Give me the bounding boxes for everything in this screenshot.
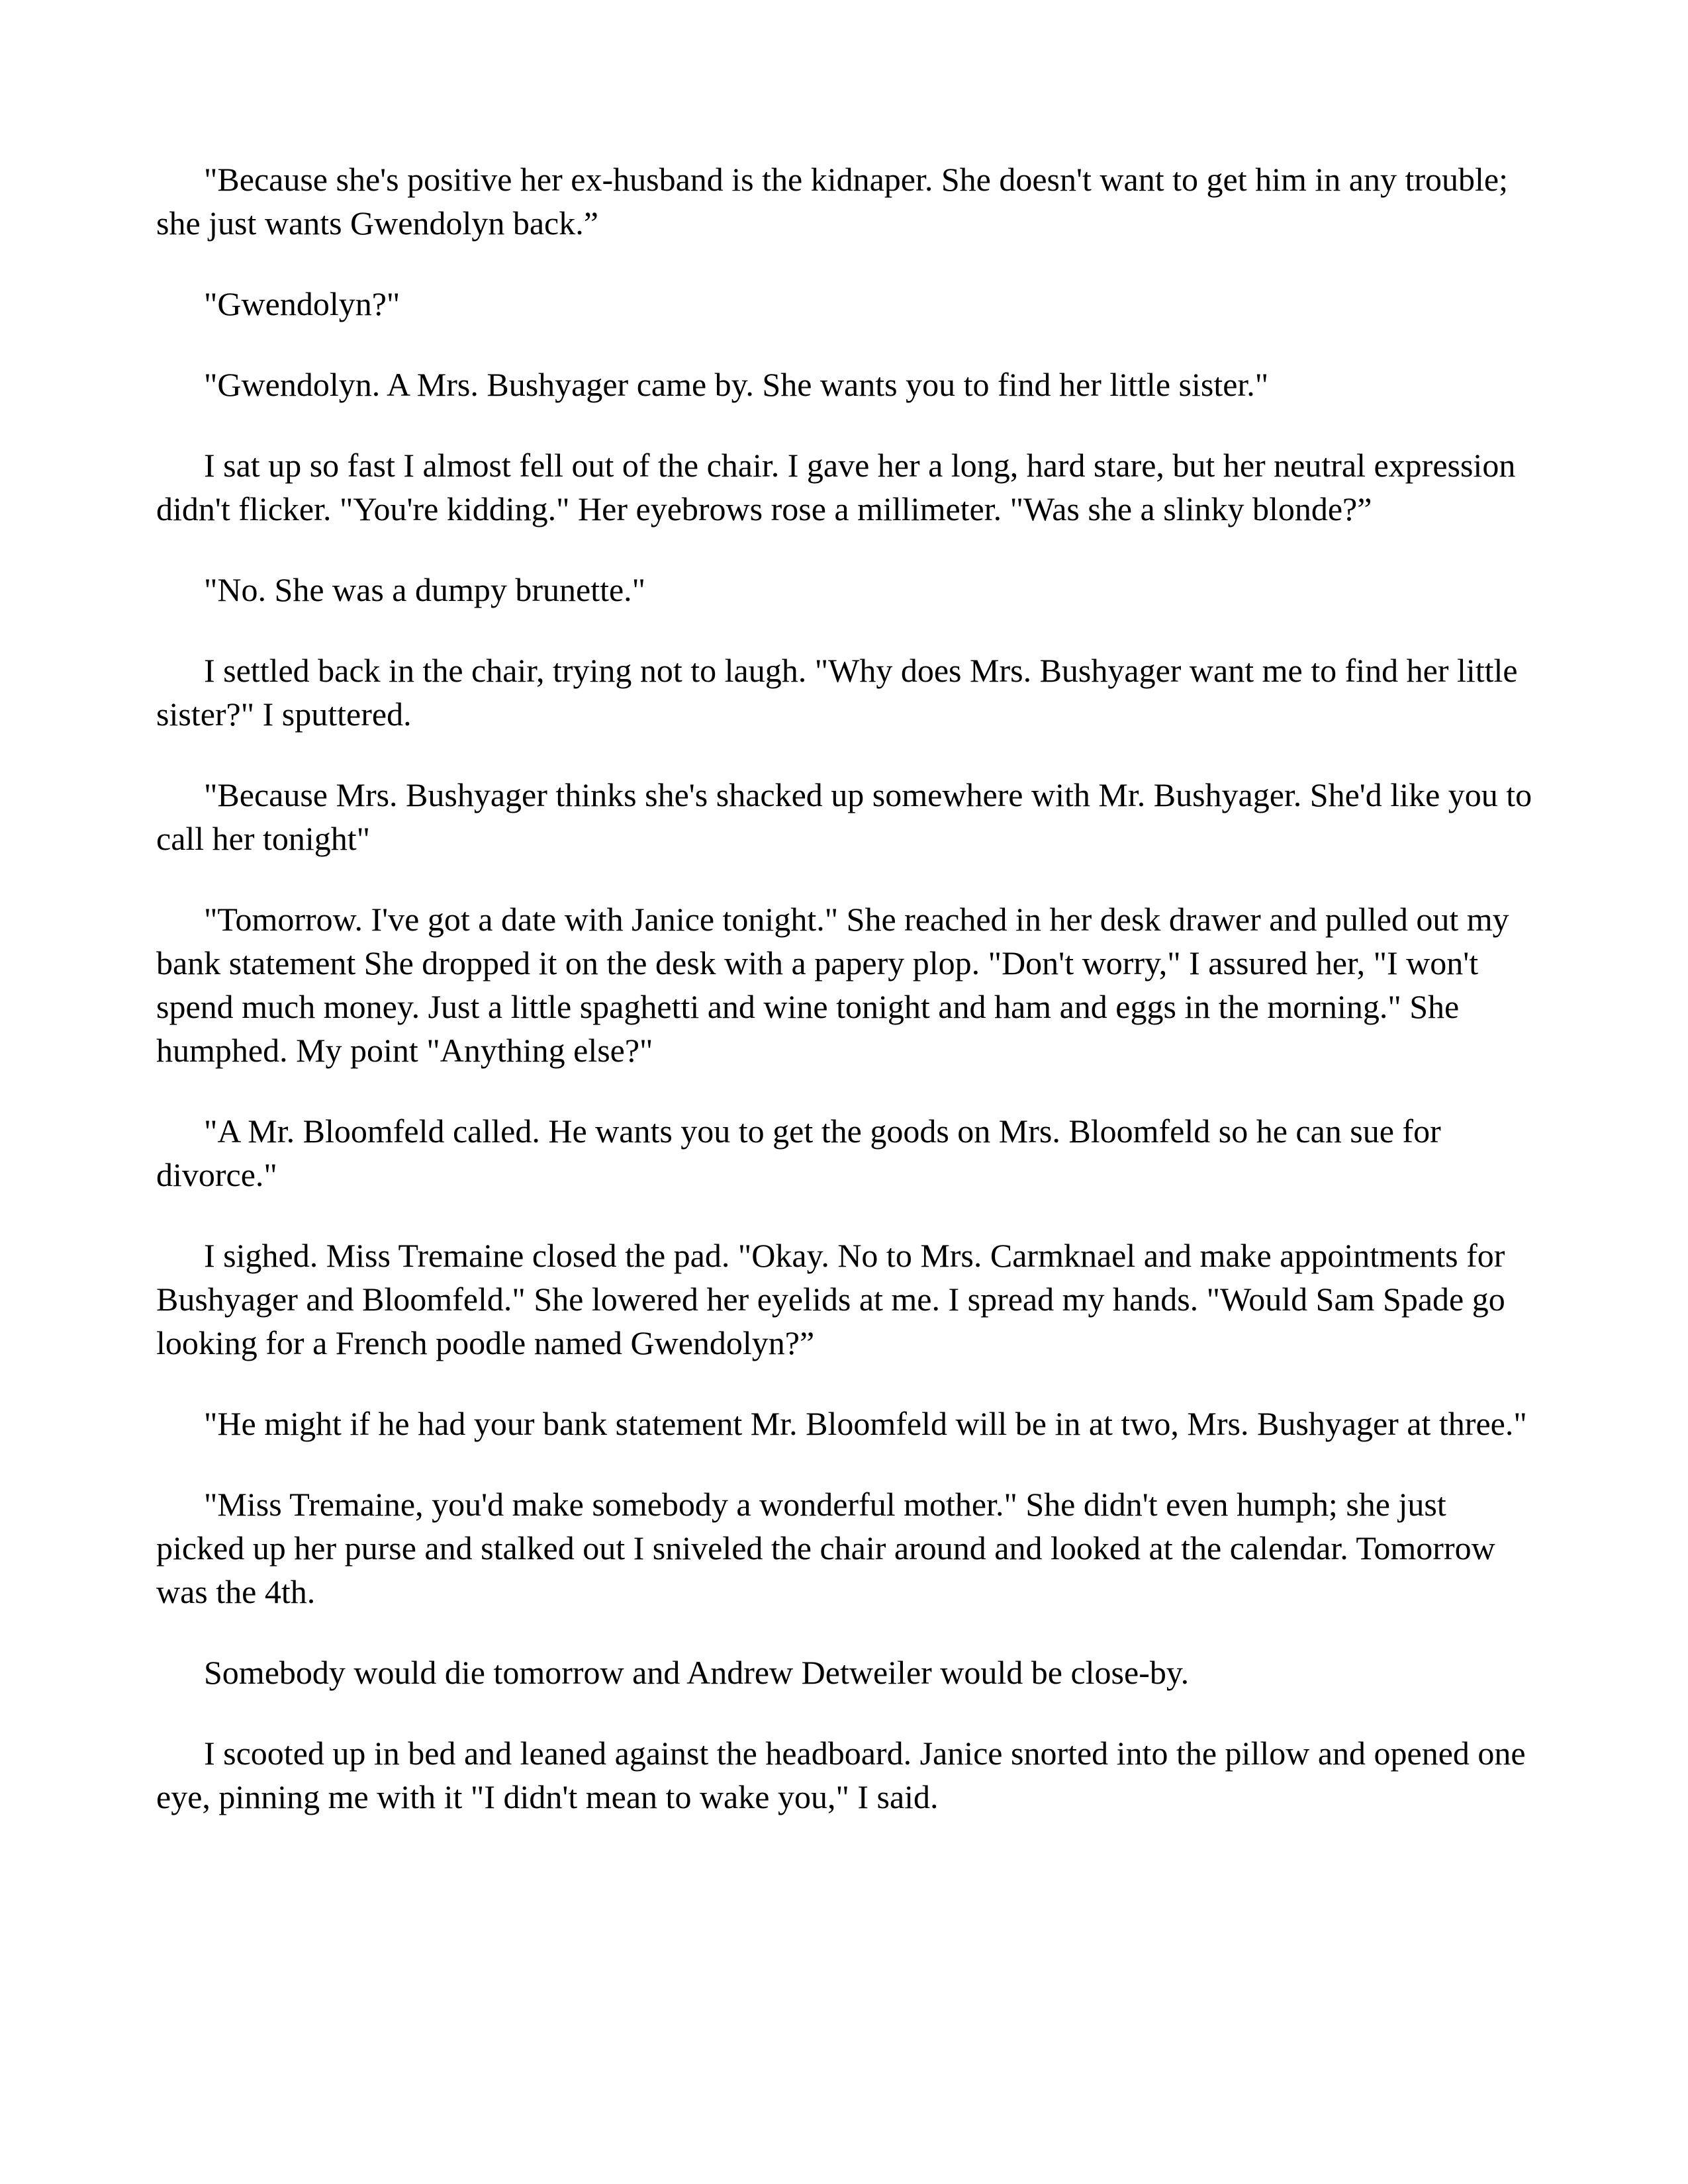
- paragraph-11: "He might if he had your bank statement Mr. Bloomfeld will be in at two, Mrs. Bushyager at three.": [204, 1405, 1527, 1442]
- paragraph-3: "Gwendolyn. A Mrs. Bushyager came by. She wants you to find her little sister.": [204, 366, 1269, 403]
- paragraph-6: I settled back in the chair, trying not to laugh. "Why does Mrs. Bushyager want me to find her little sister?" I sputtered.: [156, 652, 1518, 733]
- paragraph-10: I sighed. Miss Tremaine closed the pad. "Okay. No to Mrs. Carmknael and make appointments for Bushyager and Bloomfeld." She lowered her eyelids at me. I spread my hands. "Would Sam Spade go looking for a French poodle named Gwendolyn?”: [156, 1237, 1505, 1361]
- paragraph-9: "A Mr. Bloomfeld called. He wants you to get the goods on Mrs. Bloomfeld so he can sue for divorce.": [156, 1113, 1441, 1193]
- paragraph-4: I sat up so fast I almost fell out of the chair. I gave her a long, hard stare, but her neutral expression didn't flicker. "You're kidding." Her eyebrows rose a millimeter. "Was she a slinky blonde?”: [156, 447, 1516, 527]
- paragraph-12: "Miss Tremaine, you'd make somebody a wonderful mother." She didn't even humph; she just picked up her purse and stalked out I sniveled the chair around and looked at the calendar. Tomorrow was the 4th.: [156, 1486, 1495, 1610]
- paragraph-7: "Because Mrs. Bushyager thinks she's shacked up somewhere with Mr. Bushyager. She'd like you to call her tonight": [156, 776, 1532, 857]
- paragraph-13: Somebody would die tomorrow and Andrew Detweiler would be close-by.: [204, 1654, 1190, 1691]
- paragraph-8: "Tomorrow. I've got a date with Janice tonight." She reached in her desk drawer and pulled out my bank statement She dropped it on the desk with a papery plop. "Don't worry," I assured her, "I won't spend much money. Just a little spaghetti and wine tonight and ham and eggs in the morning." She humphed. My point "Anything else?": [156, 901, 1509, 1069]
- paragraph-2: "Gwendolyn?": [204, 285, 400, 322]
- text-body: [156, 158, 1533, 1856]
- paragraph-5: "No. She was a dumpy brunette.": [204, 571, 646, 608]
- paragraph-1: "Because she's positive her ex-husband is the kidnaper. She doesn't want to get him in any trouble; she just wants Gwendolyn back.”: [156, 161, 1508, 242]
- paragraph-14: I scooted up in bed and leaned against the headboard. Janice snorted into the pillow and opened one eye, pinning me with it "I didn't mean to wake you," I said.: [156, 1735, 1526, 1815]
